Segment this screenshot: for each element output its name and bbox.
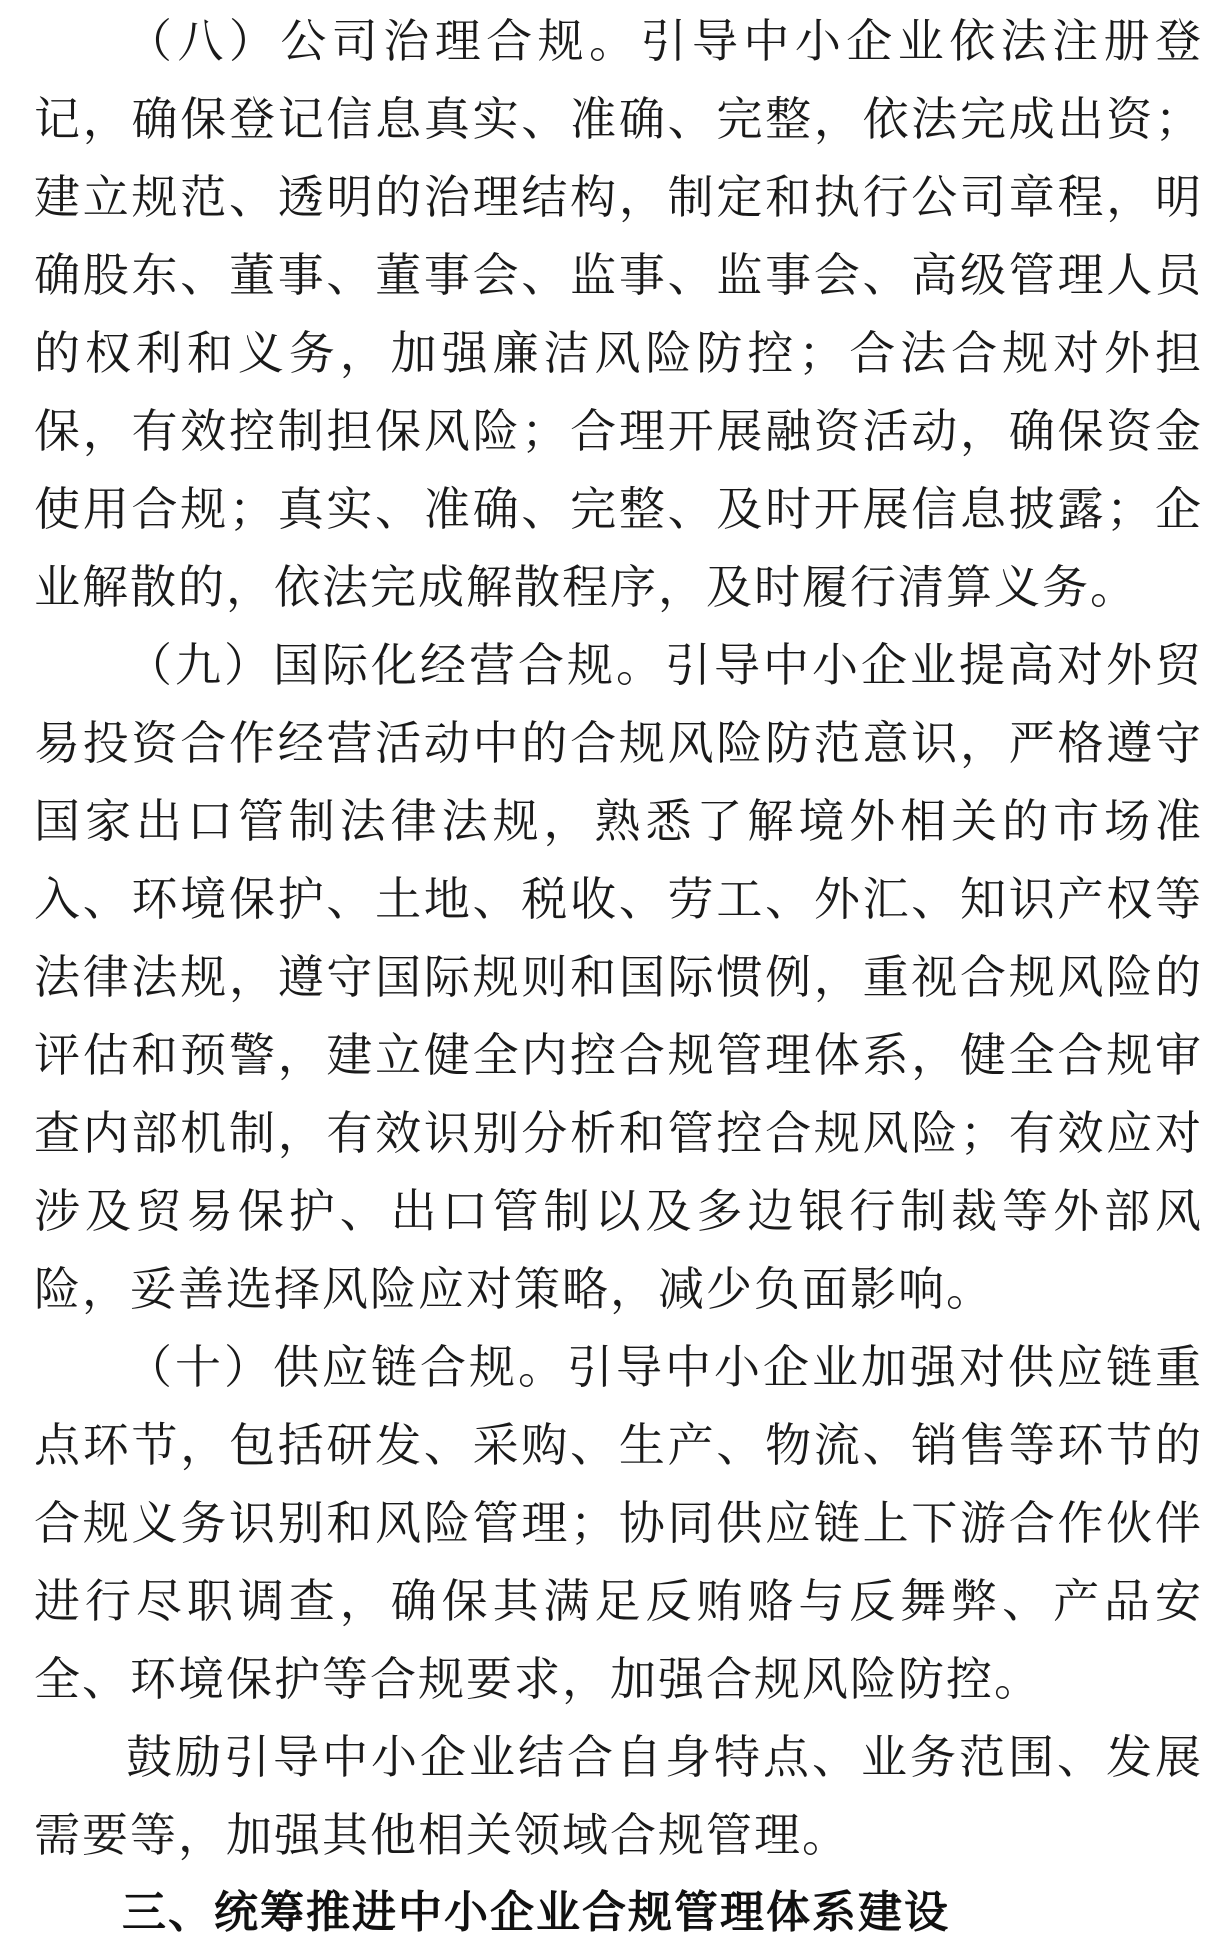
section-heading: 三、统筹推进中小企业合规管理体系建设 xyxy=(122,1887,950,1938)
paragraph-international-operation-compliance: （九）国际化经营合规。引导中小企业提高对外贸易投资合作经营活动中的合规风险防范意识，严格遵守国家出口管制法律法规，熟悉了解境外相关的市场准入、环境保护、土地、税收、劳工、外汇、知识产权等法律法规，遵守国际规则和国际惯例，重视合规风险的评估和预警，建立健全内控合规管理体系，健全合规审查内部机制，有效识别分析和管控合规风险；有效应对涉及贸易保护、出口管制以及多边银行制裁等外部风险，妥善选择风险应对策略，减少负面影响。 xyxy=(34,638,1203,1316)
paragraph-supply-chain-compliance: （十）供应链合规。引导中小企业加强对供应链重点环节，包括研发、采购、生产、物流、销售等环节的合规义务识别和风险管理；协同供应链上下游合作伙伴进行尽职调查，确保其满足反贿赂与反舞弊、产品安全、环境保护等合规要求，加强合规风险防控。 xyxy=(34,1340,1203,1706)
paragraph-other-areas-compliance: 鼓励引导中小企业结合自身特点、业务范围、发展需要等，加强其他相关领域合规管理。 xyxy=(34,1730,1203,1862)
paragraph-corporate-governance-compliance: （八）公司治理合规。引导中小企业依法注册登记，确保登记信息真实、准确、完整，依法完成出资；建立规范、透明的治理结构，制定和执行公司章程，明确股东、董事、董事会、监事、监事会、高级管理人员的权利和义务，加强廉洁风险防控；合法合规对外担保，有效控制担保风险；合理开展融资活动，确保资金使用合规；真实、准确、完整、及时开展信息披露；企业解散的，依法完成解散程序，及时履行清算义务。 xyxy=(34,14,1203,614)
